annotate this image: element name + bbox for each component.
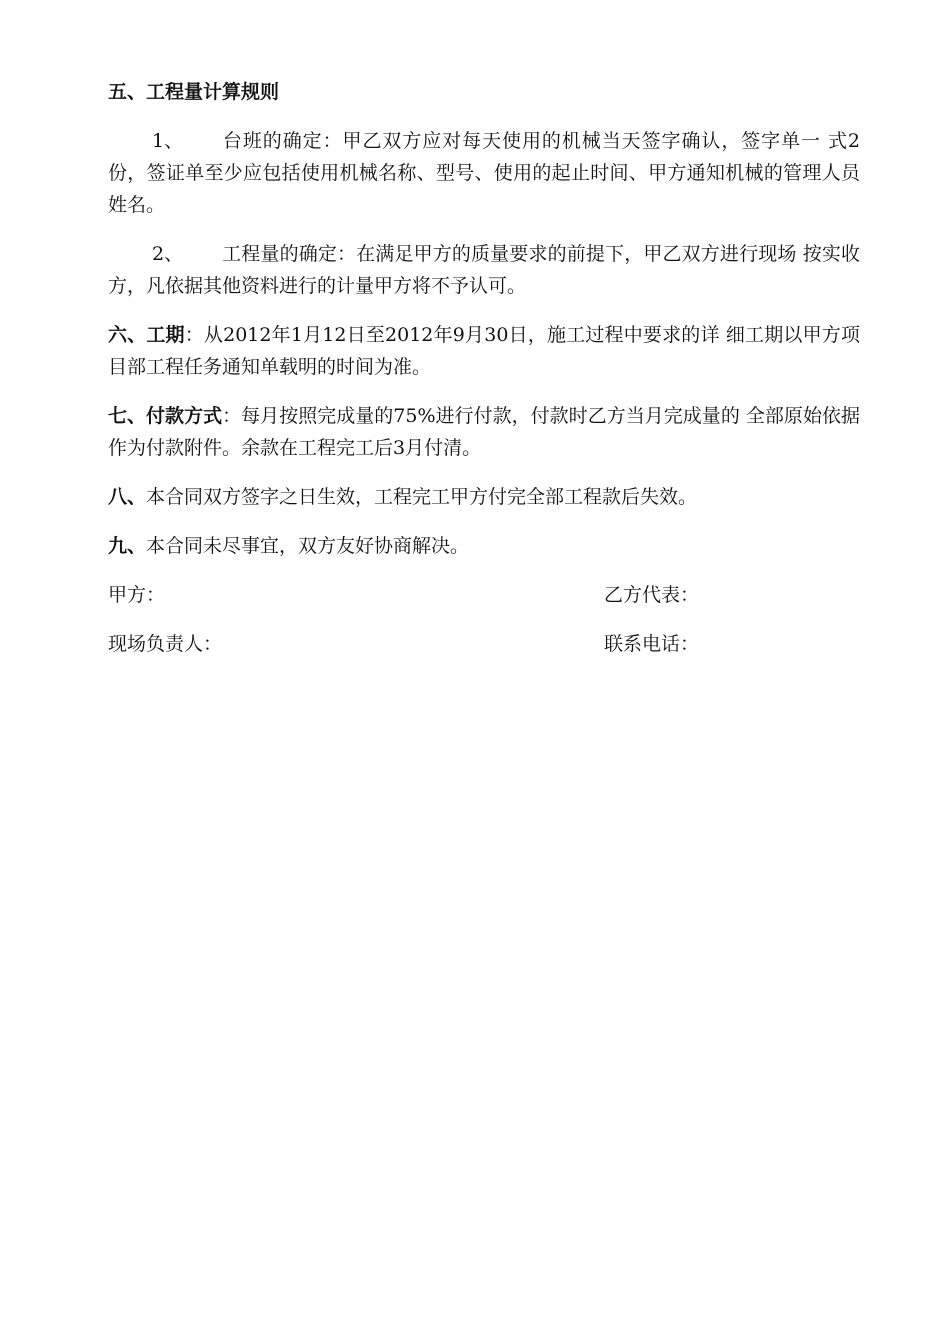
phone-label: 联系电话：	[604, 633, 700, 655]
section-9-other	[108, 530, 860, 562]
item-1-text: 台班的确定：甲乙双方应对每天使用的机械当天签字确认，签字单一 式2份，签证单至少应包括使用机械名称、型号、使用的起止时间、甲方通知机械的管理人员姓名。	[108, 130, 860, 216]
section-9-text: 本合同未尽事宜，双方友好协商解决。	[146, 535, 470, 557]
section-7-payment	[108, 400, 860, 464]
site-manager-label: 现场负责人：	[108, 633, 223, 655]
section-8-text: 本合同双方签字之日生效，工程完工甲方付完全部工程款后失效。	[146, 486, 698, 508]
section-8-effective	[108, 481, 860, 513]
section-5-heading: 五、工程量计算规则	[108, 81, 280, 103]
section-6-lead: 六、工期	[108, 324, 185, 346]
section-6-duration	[108, 319, 860, 383]
section-7-text: ：每月按照完成量的75%进行付款，付款时乙方当月完成量的 全部原始依据作为付款附件。余款在工程完工后3月付清。	[108, 405, 860, 459]
section-5-item-2	[108, 238, 860, 302]
item-2-number: 2、	[152, 243, 184, 265]
contract-content	[108, 76, 860, 677]
section-8-lead: 八、	[108, 486, 147, 508]
signature-row-1	[108, 579, 860, 611]
section-5-item-1	[108, 125, 860, 221]
item-2-text: 工程量的确定：在满足甲方的质量要求的前提下，甲乙双方进行现场 按实收方，凡依据其他资料进行的计量甲方将不予认可。	[108, 243, 860, 297]
signature-row-2	[108, 628, 860, 660]
item-1-number: 1、	[152, 130, 184, 152]
section-6-text: ：从2012年1月12日至2012年9月30日，施工过程中要求的详 细工期以甲方项目部工程任务通知单载明的时间为准。	[108, 324, 860, 378]
section-9-lead: 九、	[108, 535, 147, 557]
party-b-rep-label: 乙方代表：	[604, 584, 700, 606]
party-a-label: 甲方：	[108, 584, 166, 606]
section-7-lead: 七、付款方式	[108, 405, 223, 427]
